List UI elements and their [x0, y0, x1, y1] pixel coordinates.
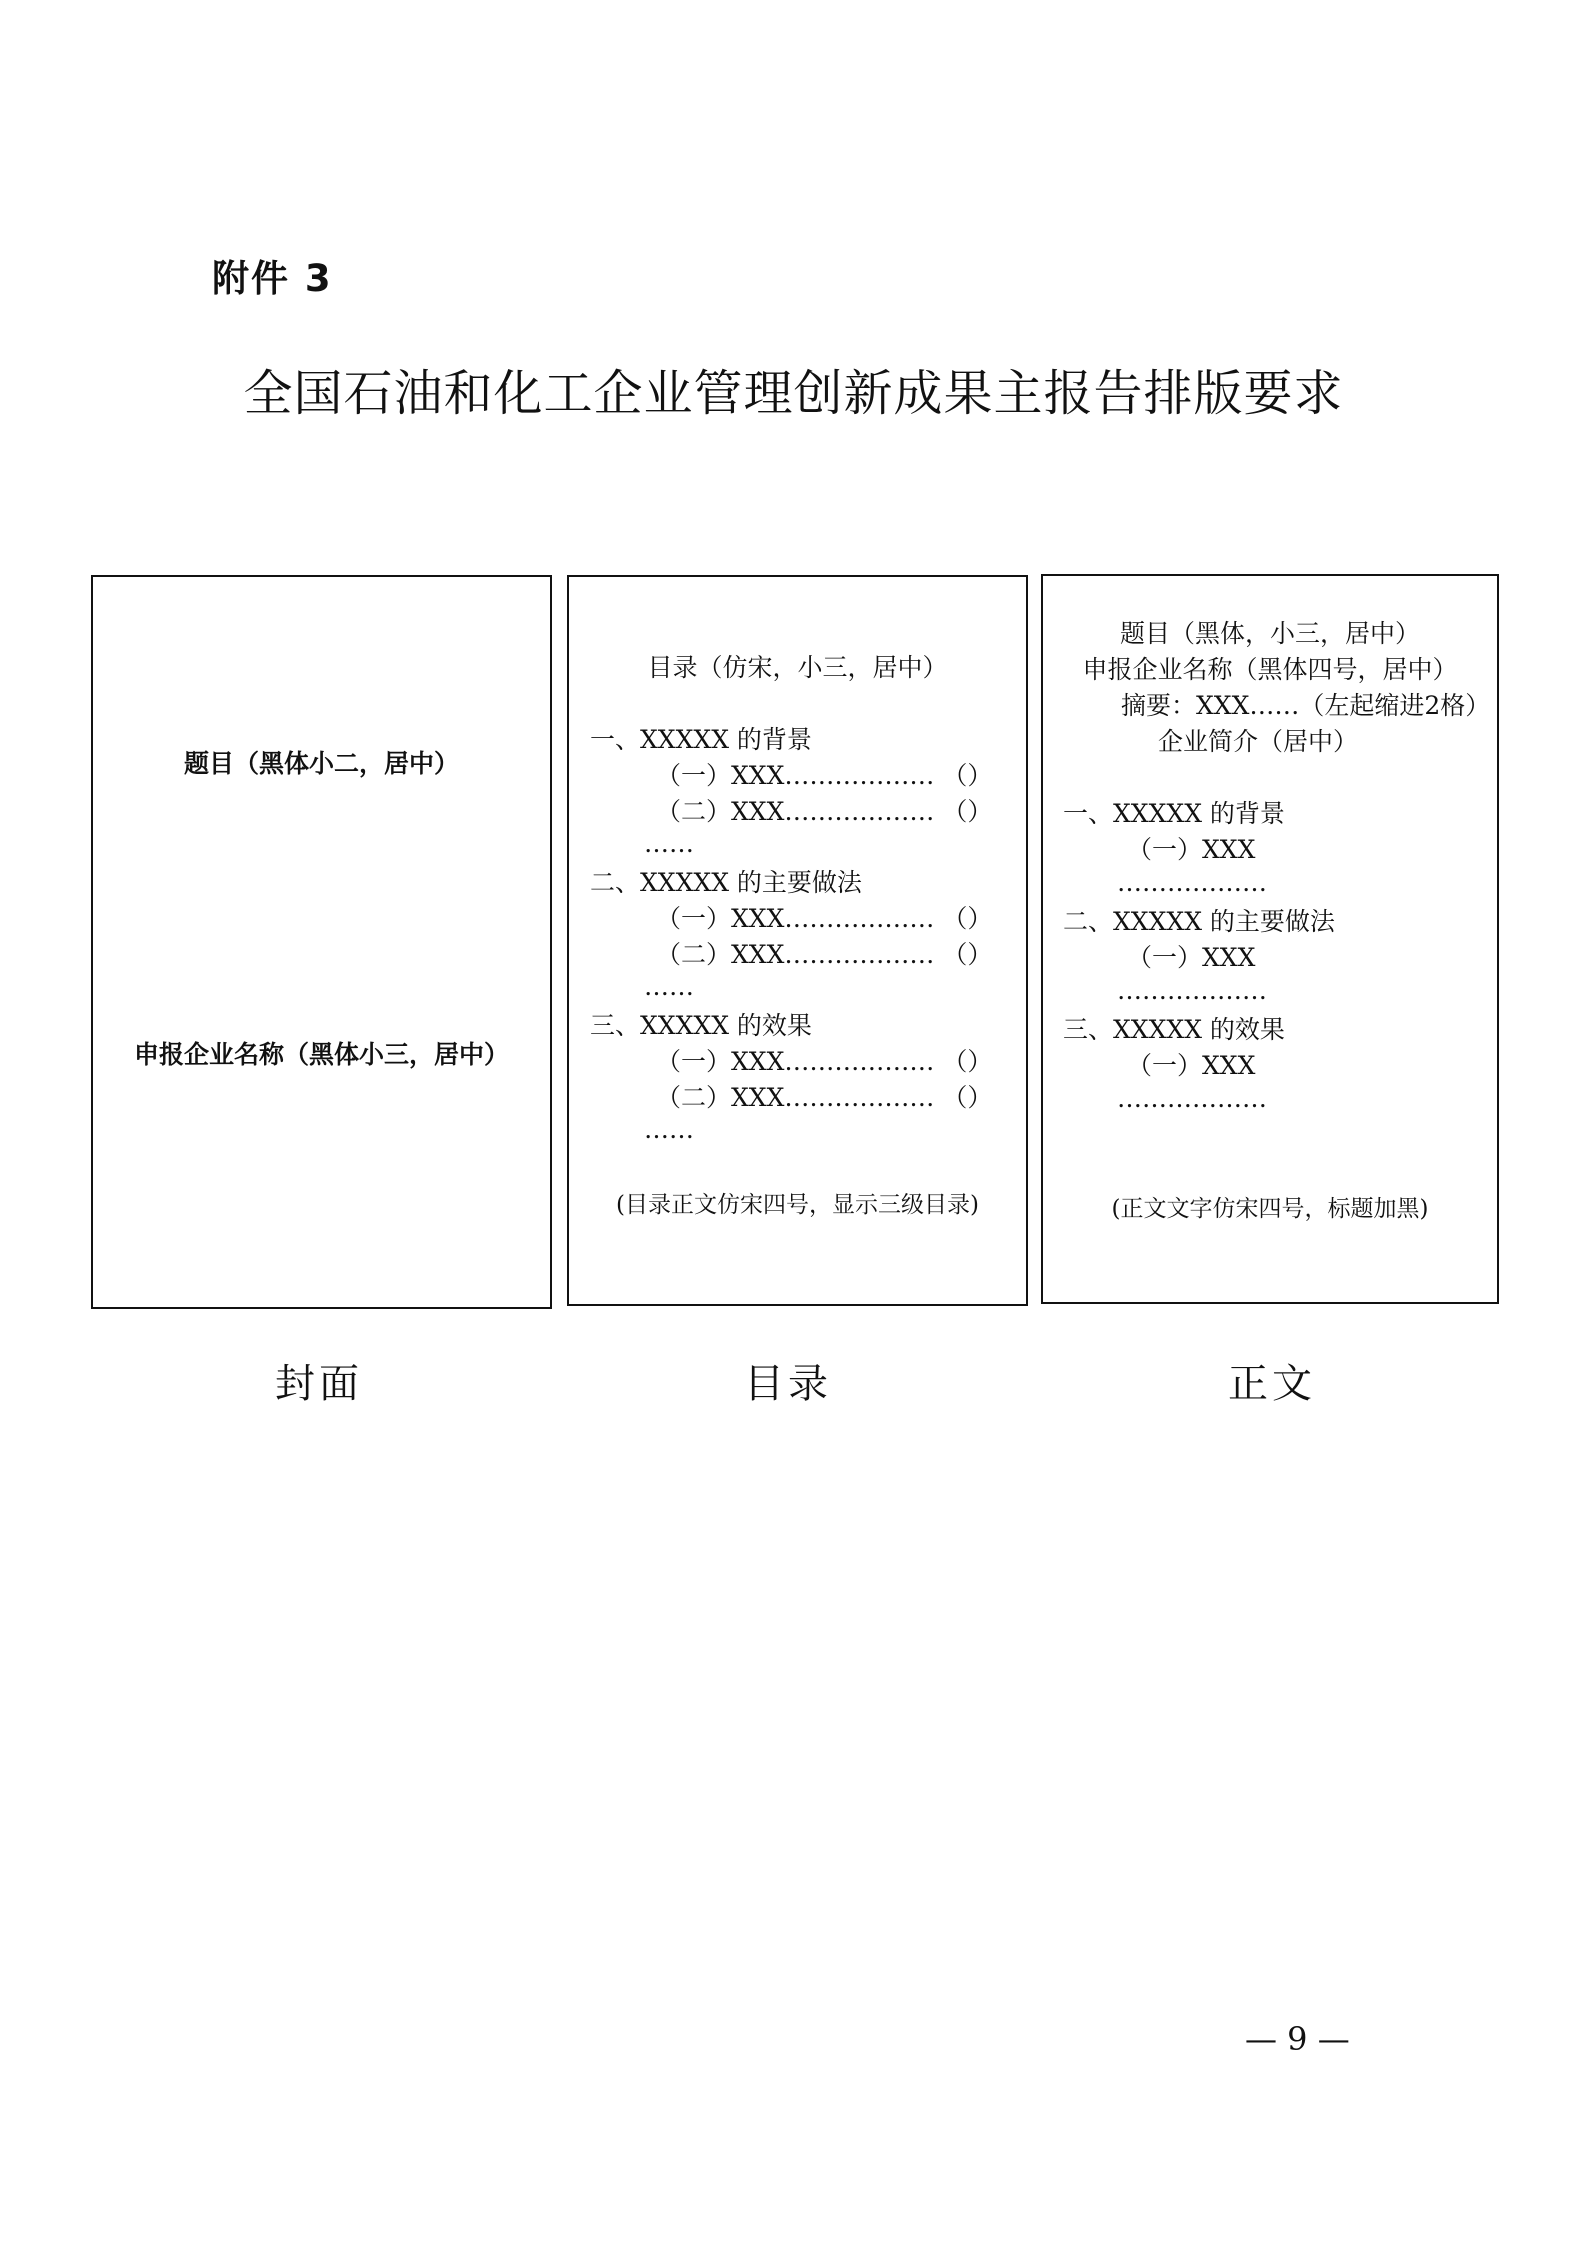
toc-section-3: 三、XXXXX 的效果: [590, 1011, 812, 1040]
toc-caption: 目录: [744, 1361, 832, 1407]
toc-s2-more: ……: [644, 972, 694, 1001]
toc-s3-item-1: （一）XXX……………… （）: [656, 1047, 993, 1076]
toc-panel: [567, 575, 1028, 1306]
toc-note: (目录正文仿宋四号，显示三级目录): [616, 1192, 979, 1218]
cover-panel: [91, 575, 552, 1309]
body-s2-item: （一）XXX: [1127, 943, 1256, 972]
cover-company-line: 申报企业名称（黑体小三，居中）: [133, 1040, 509, 1069]
toc-s1-more: ……: [644, 829, 694, 858]
toc-s2-item-1: （一）XXX……………… （）: [656, 904, 993, 933]
body-section-2: 二、XXXXX 的主要做法: [1063, 907, 1335, 936]
body-note: (正文文字仿宋四号，标题加黑): [1111, 1196, 1429, 1222]
body-caption: 正文: [1228, 1361, 1316, 1407]
document-title: 全国石油和化工企业管理创新成果主报告排版要求: [243, 365, 1344, 422]
toc-s1-item-2: （二）XXX……………… （）: [656, 797, 993, 826]
toc-section-1: 一、XXXXX 的背景: [590, 725, 812, 754]
toc-s1-item-1: （一）XXX……………… （）: [656, 761, 993, 790]
body-s1-dots: ………………: [1117, 868, 1267, 897]
body-s3-dots: ………………: [1117, 1084, 1267, 1113]
cover-title-line: 题目（黑体小二，居中）: [183, 749, 459, 778]
toc-s3-more: ……: [644, 1115, 694, 1144]
toc-heading: 目录（仿宋，小三，居中）: [647, 653, 948, 682]
body-s3-item: （一）XXX: [1127, 1051, 1256, 1080]
body-abstract-line: 摘要：XXX……（左起缩进2格）: [1121, 691, 1491, 720]
toc-s3-item-2: （二）XXX……………… （）: [656, 1083, 993, 1112]
body-s2-dots: ………………: [1117, 976, 1267, 1005]
body-s1-item: （一）XXX: [1127, 835, 1256, 864]
body-section-1: 一、XXXXX 的背景: [1063, 799, 1285, 828]
body-intro-line: 企业简介（居中）: [1158, 727, 1359, 756]
body-company-line: 申报企业名称（黑体四号，居中）: [1082, 655, 1458, 684]
toc-section-2: 二、XXXXX 的主要做法: [590, 868, 862, 897]
body-panel: [1041, 574, 1499, 1304]
toc-s2-item-2: （二）XXX……………… （）: [656, 940, 993, 969]
cover-caption: 封面: [275, 1361, 363, 1407]
attachment-label: 附件 3: [212, 257, 333, 300]
body-section-3: 三、XXXXX 的效果: [1063, 1015, 1285, 1044]
body-title-line: 题目（黑体，小三，居中）: [1119, 619, 1420, 648]
page-number: — 9 —: [1245, 2020, 1350, 2058]
